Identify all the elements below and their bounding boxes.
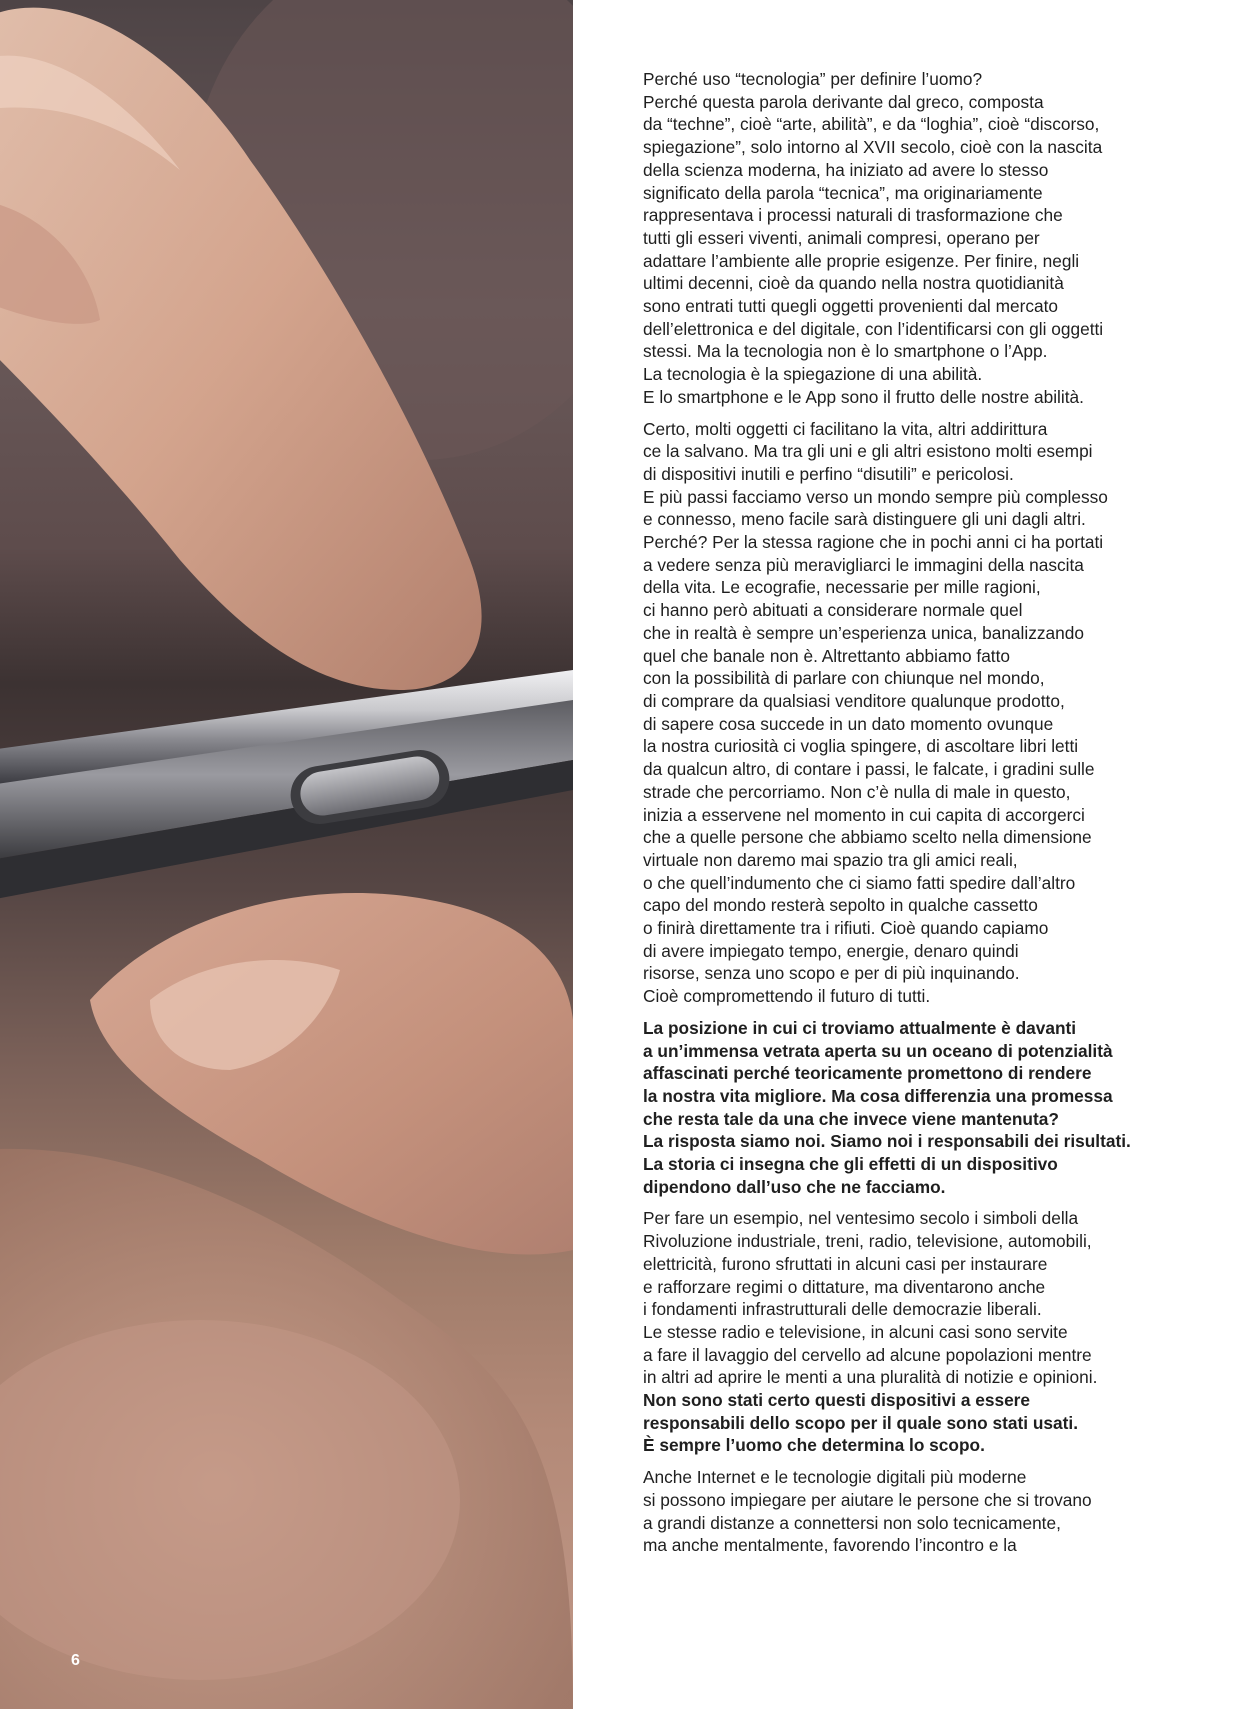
- text-line: La posizione in cui ci troviamo attualmente è davanti: [643, 1017, 1077, 1038]
- smartphone-hand-photo: [0, 0, 573, 1709]
- text-line: con la possibilità di parlare con chiunque nel mondo,: [643, 668, 1045, 689]
- text-line: elettricità, furono sfruttati in alcuni casi per instaurare: [643, 1253, 1048, 1274]
- paragraph-2: [643, 418, 1183, 1008]
- text-line: adattare l’ambiente alle proprie esigenze. Per finire, negli: [643, 250, 1080, 271]
- text-line: quel che banale non è. Altrettanto abbiamo fatto: [643, 645, 1011, 666]
- text-line: la nostra vita migliore. Ma cosa differenzia una promessa: [643, 1085, 1113, 1106]
- text-line: significato della parola “tecnica”, ma originariamente: [643, 182, 1043, 203]
- text-line: a fare il lavaggio del cervello ad alcune popolazioni mentre: [643, 1344, 1092, 1365]
- text-line: dell’elettronica e del digitale, con l’identificarsi con gli oggetti: [643, 318, 1104, 339]
- text-line: della vita. Le ecografie, necessarie per mille ragioni,: [643, 577, 1041, 598]
- text-line: Rivoluzione industriale, treni, radio, televisione, automobili,: [643, 1231, 1092, 1252]
- text-line: affascinati perché teoricamente promettono di rendere: [643, 1063, 1092, 1084]
- text-line: che resta tale da una che invece viene mantenuta?: [643, 1108, 1059, 1129]
- text-line: Perché questa parola derivante dal greco, composta: [643, 91, 1044, 112]
- text-line: e rafforzare regimi o dittature, ma diventarono anche: [643, 1276, 1046, 1297]
- text-line-bold: È sempre l’uomo che determina lo scopo.: [643, 1435, 985, 1456]
- text-line: di comprare da qualsiasi venditore qualunque prodotto,: [643, 690, 1065, 711]
- text-line: i fondamenti infrastrutturali delle democrazie liberali.: [643, 1299, 1042, 1320]
- text-line: a vedere senza più meravigliarci le immagini della nascita: [643, 554, 1084, 575]
- paragraph-5: [643, 1466, 1183, 1557]
- text-line: stessi. Ma la tecnologia non è lo smartphone o l’App.: [643, 341, 1048, 362]
- text-line: o che quell’indumento che ci siamo fatti spedire dall’altro: [643, 872, 1076, 893]
- text-line: di avere impiegato tempo, energie, denaro quindi: [643, 940, 1019, 961]
- text-line: da “techne”, cioè “arte, abilità”, e da “loghia”, cioè “discorso,: [643, 114, 1100, 135]
- paragraph-4: [643, 1207, 1183, 1457]
- text-line: a un’immensa vetrata aperta su un oceano di potenzialità: [643, 1040, 1113, 1061]
- text-line: Cioè compromettendo il futuro di tutti.: [643, 986, 931, 1007]
- text-line: ma anche mentalmente, favorendo l’incontro e la: [643, 1535, 1017, 1556]
- text-line: ce la salvano. Ma tra gli uni e gli altri esistono molti esempi: [643, 441, 1093, 462]
- text-line: tutti gli esseri viventi, animali compresi, operano per: [643, 227, 1040, 248]
- text-line-bold: Non sono stati certo questi dispositivi a essere: [643, 1390, 1031, 1411]
- text-line: che in realtà è sempre un’esperienza unica, banalizzando: [643, 622, 1084, 643]
- article-text: [643, 68, 1183, 1566]
- text-line: di dispositivi inutili e perfino “disutili” e pericolosi.: [643, 463, 1014, 484]
- text-line: E più passi facciamo verso un mondo sempre più complesso: [643, 486, 1108, 507]
- page-number: 6: [71, 1652, 80, 1669]
- text-line: ci hanno però abituati a considerare normale quel: [643, 600, 1023, 621]
- text-line: in altri ad aprire le menti a una pluralità di notizie e opinioni.: [643, 1367, 1098, 1388]
- text-line: La risposta siamo noi. Siamo noi i responsabili dei risultati.: [643, 1131, 1131, 1152]
- text-line-bold: responsabili dello scopo per il quale sono stati usati.: [643, 1412, 1079, 1433]
- text-line: la nostra curiosità ci voglia spingere, di ascoltare libri letti: [643, 736, 1079, 757]
- text-line: La storia ci insegna che gli effetti di un dispositivo: [643, 1154, 1058, 1175]
- text-line: rappresentava i processi naturali di trasformazione che: [643, 205, 1063, 226]
- text-line: Le stesse radio e televisione, in alcuni casi sono servite: [643, 1321, 1068, 1342]
- text-line: inizia a esservene nel momento in cui capita di accorgerci: [643, 804, 1085, 825]
- text-line: sono entrati tutti quegli oggetti provenienti dal mercato: [643, 296, 1059, 317]
- text-line: Anche Internet e le tecnologie digitali più moderne: [643, 1467, 1027, 1488]
- text-line: Certo, molti oggetti ci facilitano la vita, altri addirittura: [643, 418, 1048, 439]
- photo-illustration: [0, 0, 573, 1709]
- text-line: dipendono dall’uso che ne facciamo.: [643, 1176, 946, 1197]
- text-line: da qualcun altro, di contare i passi, le falcate, i gradini sulle: [643, 759, 1095, 780]
- text-line: ultimi decenni, cioè da quando nella nostra quotidianità: [643, 273, 1064, 294]
- text-line: e connesso, meno facile sarà distinguere gli uni dagli altri.: [643, 509, 1086, 530]
- text-line: a grandi distanze a connettersi non solo tecnicamente,: [643, 1512, 1061, 1533]
- text-line: strade che percorriamo. Non c’è nulla di male in questo,: [643, 781, 1071, 802]
- text-line: virtuale non daremo mai spazio tra gli amici reali,: [643, 849, 1018, 870]
- text-line: si possono impiegare per aiutare le persone che si trovano: [643, 1489, 1092, 1510]
- text-line: Per fare un esempio, nel ventesimo secolo i simboli della: [643, 1208, 1079, 1229]
- text-line: La tecnologia è la spiegazione di una abilità.: [643, 364, 983, 385]
- text-line: di sapere cosa succede in un dato momento ovunque: [643, 713, 1054, 734]
- text-line: E lo smartphone e le App sono il frutto delle nostre abilità.: [643, 386, 1084, 407]
- text-line: della scienza moderna, ha iniziato ad avere lo stesso: [643, 159, 1049, 180]
- text-line: spiegazione”, solo intorno al XVII secolo, cioè con la nascita: [643, 137, 1103, 158]
- text-line: o finirà direttamente tra i rifiuti. Cioè quando capiamo: [643, 918, 1049, 939]
- text-line: risorse, senza uno scopo e per di più inquinando.: [643, 963, 1020, 984]
- text-line: capo del mondo resterà sepolto in qualche cassetto: [643, 895, 1038, 916]
- paragraph-3-highlight: [643, 1017, 1183, 1199]
- text-line: che a quelle persone che abbiamo scelto nella dimensione: [643, 827, 1092, 848]
- text-line: Perché uso “tecnologia” per definire l’uomo?: [643, 69, 983, 89]
- text-line: Perché? Per la stessa ragione che in pochi anni ci ha portati: [643, 532, 1104, 553]
- paragraph-1: [643, 68, 1183, 409]
